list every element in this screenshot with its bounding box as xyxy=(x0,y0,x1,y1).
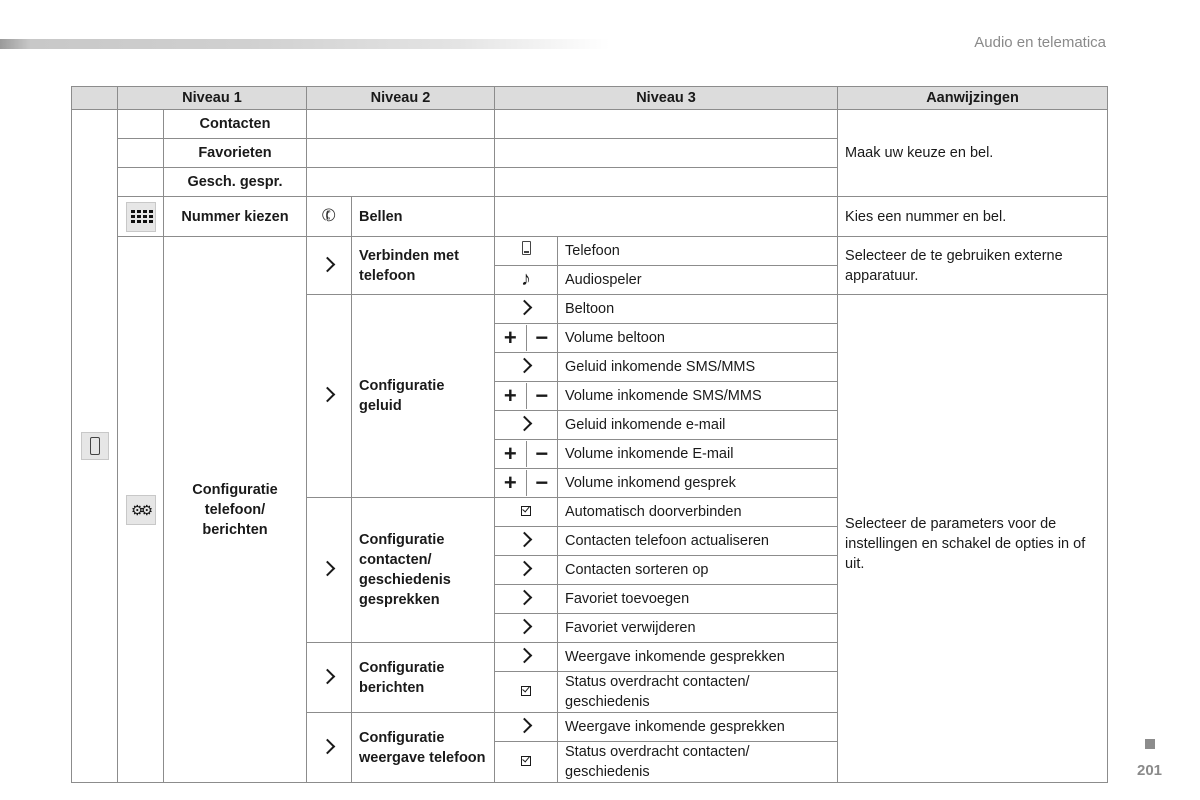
chevron-cell xyxy=(307,237,352,295)
chevron-cell xyxy=(495,614,558,643)
menu-item-contacten: Contacten xyxy=(164,110,307,139)
handset-icon-cell xyxy=(307,197,352,237)
menu-item-configuratie-berichten: Configuratie berichten xyxy=(352,643,495,713)
checkbox-icon xyxy=(521,686,531,696)
menu-table xyxy=(71,86,1108,783)
chevron-right-icon xyxy=(516,561,532,577)
chevron-right-icon xyxy=(516,718,532,734)
menu-item-configuratie-telefoon: Configuratie telefoon/ berichten xyxy=(164,237,307,783)
chevron-cell xyxy=(495,556,558,585)
chevron-cell xyxy=(307,643,352,713)
chevron-cell xyxy=(307,295,352,498)
option-status-overdracht: Status overdracht contacten/ geschiedenis xyxy=(558,742,838,783)
menu-item-verbinden: Verbinden met telefoon xyxy=(352,237,495,295)
option-volume-beltoon: Volume beltoon xyxy=(558,324,838,353)
option-favoriet-verwijderen: Favoriet verwijderen xyxy=(558,614,838,643)
option-volume-gesprek: Volume inkomend gesprek xyxy=(558,469,838,498)
note-maak-keuze: Maak uw keuze en bel. xyxy=(838,110,1108,197)
menu-item-nummer-kiezen: Nummer kiezen xyxy=(164,197,307,237)
plus-minus-cell xyxy=(495,440,558,469)
option-favoriet-toevoegen: Favoriet toevoegen xyxy=(558,585,838,614)
header-aanwijzingen: Aanwijzingen xyxy=(838,87,1108,110)
plus-icon: + xyxy=(503,383,517,408)
plus-minus-cell xyxy=(495,382,558,411)
keypad-icon xyxy=(126,202,156,232)
empty-cell xyxy=(495,197,838,237)
chevron-cell xyxy=(307,498,352,643)
option-weergave-inkomende: Weergave inkomende gesprekken xyxy=(558,713,838,742)
header-niveau-1: Niveau 1 xyxy=(118,87,307,110)
page-number: 201 xyxy=(1137,762,1163,779)
header-empty xyxy=(72,87,118,110)
chevron-right-icon xyxy=(319,738,335,754)
plus-icon: + xyxy=(503,441,517,466)
note-parameters: Selecteer de parameters voor de instellingen en schakel de opties in of uit. xyxy=(838,295,1108,783)
chevron-right-icon xyxy=(516,619,532,635)
chevron-cell xyxy=(495,713,558,742)
plus-minus-cell xyxy=(495,324,558,353)
menu-item-gesch-gespr: Gesch. gespr. xyxy=(164,168,307,197)
note-externe-apparatuur: Selecteer de te gebruiken externe apparatuur. xyxy=(838,237,1108,295)
option-status-overdracht: Status overdracht contacten/ geschiedenis xyxy=(558,672,838,713)
checkbox-icon xyxy=(521,756,531,766)
chevron-right-icon xyxy=(516,416,532,432)
music-icon-cell xyxy=(495,266,558,295)
chevron-right-icon xyxy=(516,358,532,374)
empty-cell xyxy=(307,110,495,139)
empty-cell xyxy=(495,139,838,168)
option-geluid-sms: Geluid inkomende SMS/MMS xyxy=(558,353,838,382)
header-niveau-2: Niveau 2 xyxy=(307,87,495,110)
menu-item-configuratie-contacten: Configuratie contacten/ geschiedenis gesprekken xyxy=(352,498,495,643)
option-audiospeler: Audiospeler xyxy=(558,266,838,295)
menu-item-favorieten: Favorieten xyxy=(164,139,307,168)
chevron-cell xyxy=(495,643,558,672)
chevron-right-icon xyxy=(516,532,532,548)
chevron-cell xyxy=(307,713,352,783)
menu-item-configuratie-geluid: Configuratie geluid xyxy=(352,295,495,498)
plus-minus-cell xyxy=(495,469,558,498)
chevron-cell xyxy=(495,353,558,382)
chevron-right-icon xyxy=(319,387,335,403)
header-gradient-bar xyxy=(0,39,610,49)
music-note-icon: ♪ xyxy=(521,268,531,290)
menu-item-bellen: Bellen xyxy=(352,197,495,237)
handset-icon: ✆ xyxy=(318,204,339,227)
chevron-right-icon xyxy=(516,300,532,316)
empty-cell xyxy=(307,139,495,168)
checkbox-cell xyxy=(495,498,558,527)
minus-icon: − xyxy=(526,325,558,351)
header-niveau-3: Niveau 3 xyxy=(495,87,838,110)
gears-icon: ⚙⚙ xyxy=(126,495,156,525)
plus-icon: + xyxy=(503,470,517,495)
chevron-right-icon xyxy=(319,561,335,577)
settings-icon-cell xyxy=(118,237,164,783)
empty-cell xyxy=(495,168,838,197)
empty-icon-cell xyxy=(118,168,164,197)
option-automatisch-doorverbinden: Automatisch doorverbinden xyxy=(558,498,838,527)
chevron-right-icon xyxy=(319,668,335,684)
section-title: Audio en telematica xyxy=(974,34,1106,51)
menu-item-configuratie-weergave: Configuratie weergave telefoon xyxy=(352,713,495,783)
chevron-cell xyxy=(495,527,558,556)
phone-menu-icon-cell xyxy=(72,110,118,783)
chevron-right-icon xyxy=(319,256,335,272)
mobile-phone-icon xyxy=(522,241,531,255)
note-kies-nummer: Kies een nummer en bel. xyxy=(838,197,1108,237)
keypad-icon-cell xyxy=(118,197,164,237)
page-marker xyxy=(1145,739,1155,749)
plus-icon: + xyxy=(503,325,517,350)
empty-cell xyxy=(307,168,495,197)
minus-icon: − xyxy=(526,470,558,496)
checkbox-cell xyxy=(495,672,558,713)
option-contacten-sorteren: Contacten sorteren op xyxy=(558,556,838,585)
checkbox-cell xyxy=(495,742,558,783)
option-volume-email: Volume inkomende E-mail xyxy=(558,440,838,469)
phone-icon xyxy=(81,432,109,460)
chevron-cell xyxy=(495,411,558,440)
chevron-cell xyxy=(495,295,558,324)
chevron-right-icon xyxy=(516,648,532,664)
empty-icon-cell xyxy=(118,139,164,168)
option-geluid-email: Geluid inkomende e-mail xyxy=(558,411,838,440)
option-contacten-actualiseren: Contacten telefoon actualiseren xyxy=(558,527,838,556)
checkbox-icon xyxy=(521,506,531,516)
option-telefoon: Telefoon xyxy=(558,237,838,266)
empty-cell xyxy=(495,110,838,139)
minus-icon: − xyxy=(526,441,558,467)
minus-icon: − xyxy=(526,383,558,409)
mobile-icon-cell xyxy=(495,237,558,266)
chevron-cell xyxy=(495,585,558,614)
chevron-right-icon xyxy=(516,590,532,606)
option-volume-sms: Volume inkomende SMS/MMS xyxy=(558,382,838,411)
empty-icon-cell xyxy=(118,110,164,139)
option-beltoon: Beltoon xyxy=(558,295,838,324)
option-weergave-inkomende: Weergave inkomende gesprekken xyxy=(558,643,838,672)
